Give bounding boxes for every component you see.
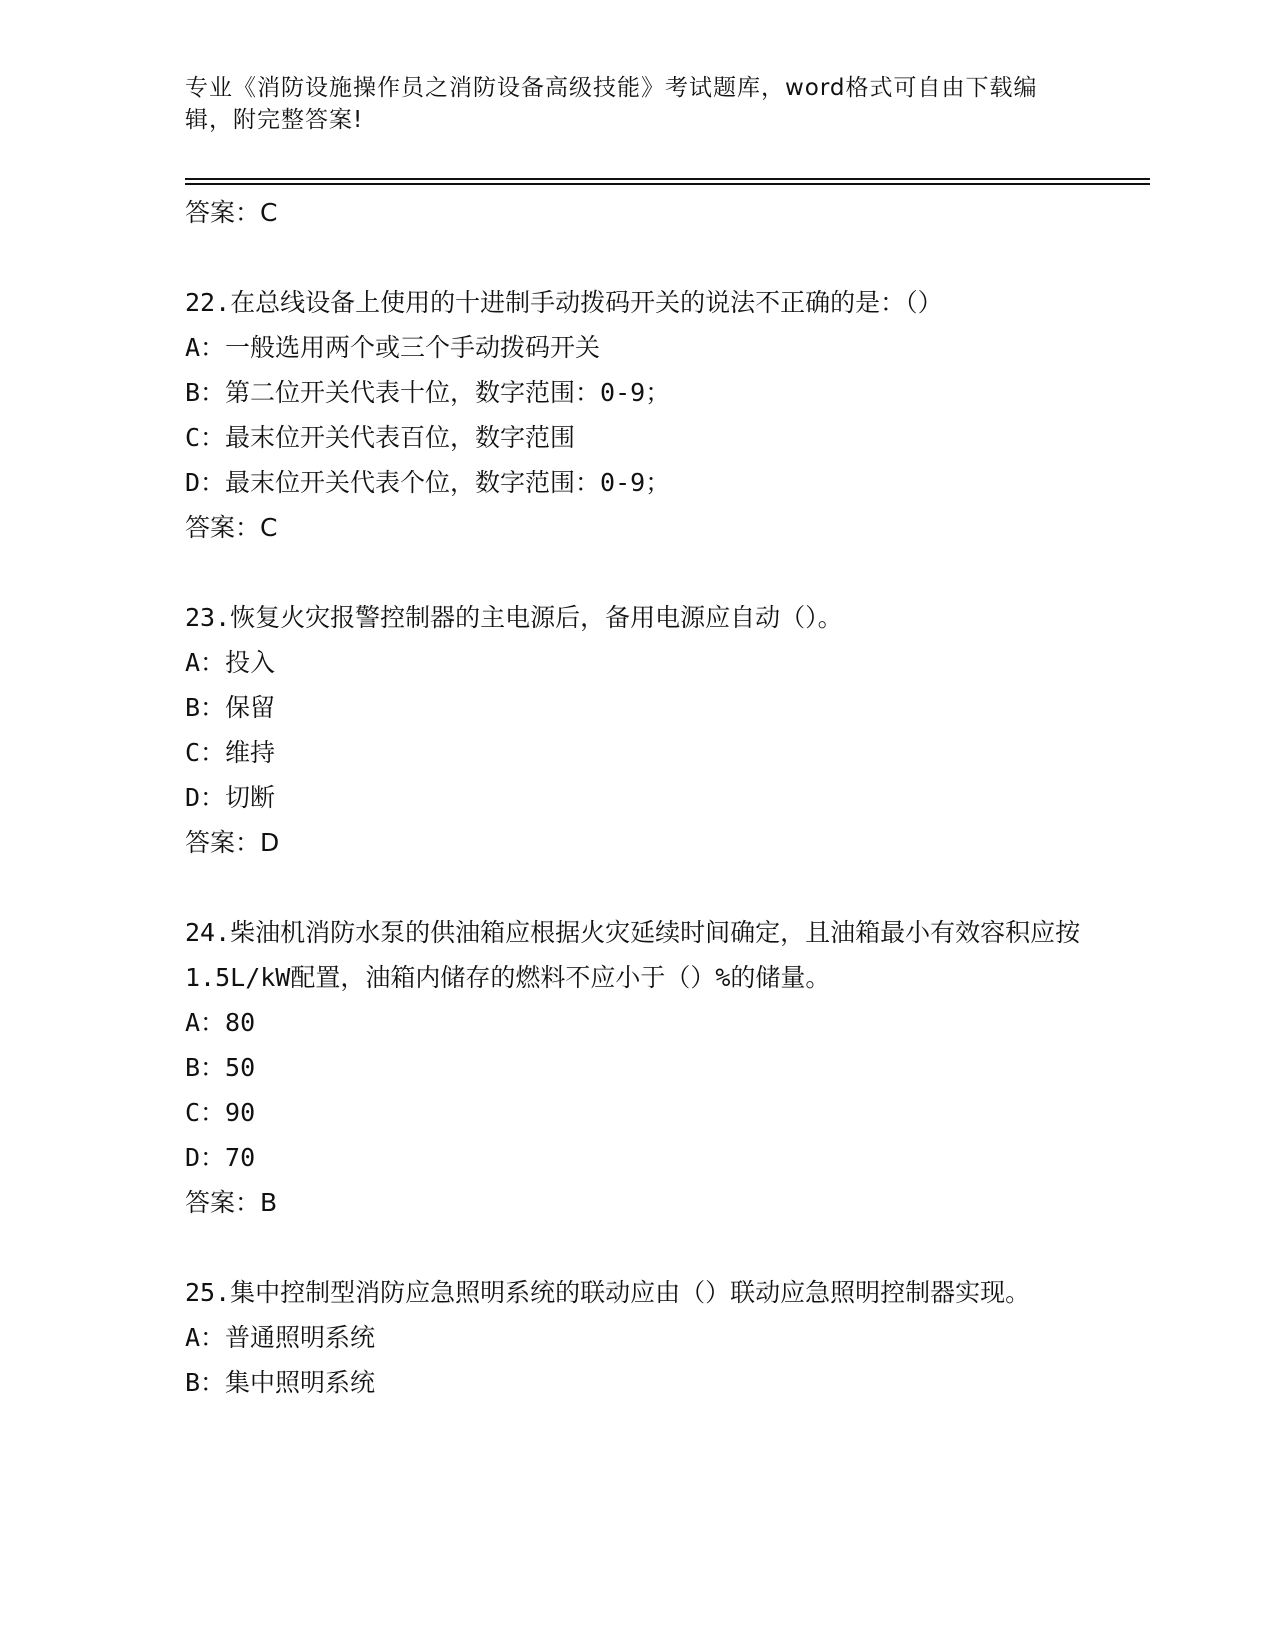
- option-b: B：第二位开关代表十位，数字范围：0-9；: [185, 378, 671, 407]
- question-stem: 24.柴油机消防水泵的供油箱应根据火灾延续时间确定，且油箱最小有效容积应按1.5L/kW配置，油箱内储存的燃料不应小于（）%的储量。: [185, 918, 1081, 992]
- option-d: D：70: [185, 1143, 256, 1172]
- spacer: [185, 550, 1085, 595]
- question-stem: 23.恢复火灾报警控制器的主电源后，备用电源应自动（）。: [185, 603, 843, 632]
- header-rule-top: [185, 178, 1150, 180]
- spacer: [185, 865, 1085, 910]
- answer-line: 答案：B: [185, 1188, 278, 1217]
- option-c: C：90: [185, 1098, 256, 1127]
- header-rule-bottom: [185, 183, 1150, 185]
- answer-line: 答案：C: [185, 198, 278, 227]
- option-b: B：保留: [185, 693, 276, 722]
- answer-line: 答案：D: [185, 828, 280, 857]
- spacer: [185, 235, 1085, 280]
- option-c: C：维持: [185, 738, 276, 767]
- option-c: C：最末位开关代表百位，数字范围: [185, 423, 576, 452]
- option-d: D：最末位开关代表个位，数字范围：0-9；: [185, 468, 671, 497]
- option-a: A：一般选用两个或三个手动拨码开关: [185, 333, 601, 362]
- option-d: D：切断: [185, 783, 276, 812]
- option-b: B：50: [185, 1053, 256, 1082]
- spacer: [185, 1225, 1085, 1270]
- option-a: A：普通照明系统: [185, 1323, 376, 1352]
- document-header: 专业《消防设施操作员之消防设备高级技能》考试题库，word格式可自由下载编辑，附完整答案!: [185, 75, 1038, 133]
- question-list: [185, 190, 1085, 1405]
- question-stem: 25.集中控制型消防应急照明系统的联动应由（）联动应急照明控制器实现。: [185, 1278, 1031, 1307]
- answer-line: 答案：C: [185, 513, 278, 542]
- option-a: A：80: [185, 1008, 256, 1037]
- option-a: A：投入: [185, 648, 276, 677]
- question-stem: 22.在总线设备上使用的十进制手动拨码开关的说法不正确的是：（）: [185, 288, 943, 317]
- option-b: B：集中照明系统: [185, 1368, 376, 1397]
